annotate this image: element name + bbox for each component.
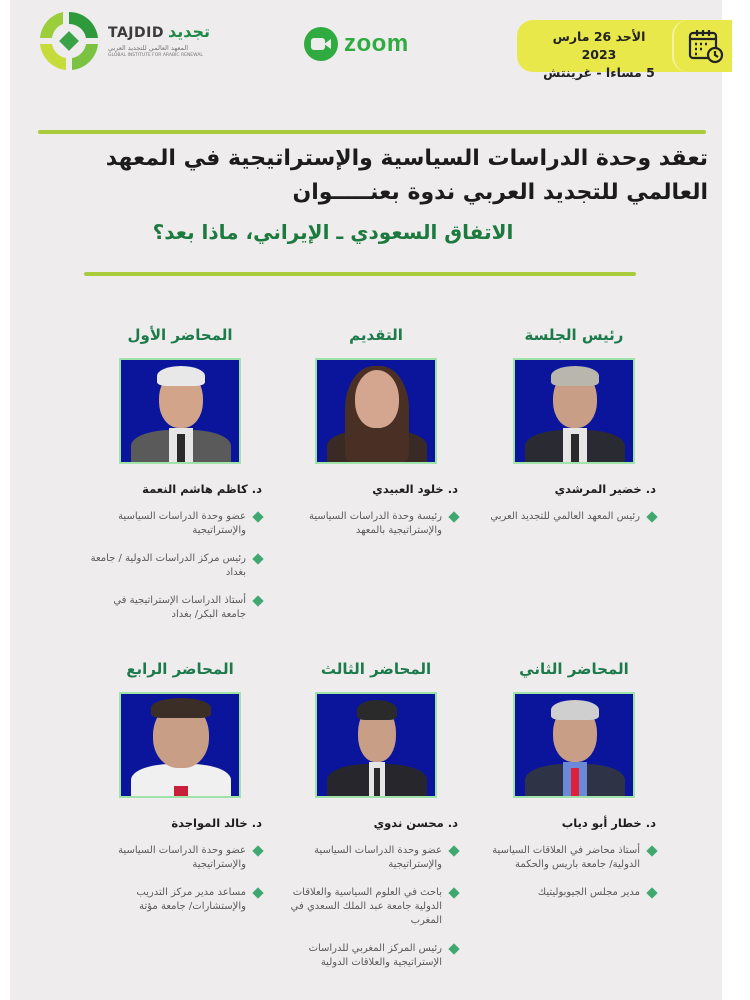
speaker-card-lecturer-2 [484, 660, 664, 914]
event-date-badge [517, 20, 725, 80]
bio-item: عضو وحدة الدراسات السياسية والإستراتيجية [90, 844, 262, 872]
speaker-role: المحاضر الرابع [126, 660, 234, 678]
diamond-bullet-icon [252, 511, 263, 522]
diamond-bullet-icon [252, 845, 263, 856]
event-topic: الاتفاق السعودي ـ الإيراني، ماذا بعد؟ [152, 220, 514, 244]
speaker-bio [484, 510, 664, 524]
event-date-text [535, 28, 663, 82]
diamond-bullet-icon [646, 845, 657, 856]
diamond-bullet-icon [252, 595, 263, 606]
bio-item: عضو وحدة الدراسات السياسية والإستراتيجية [90, 510, 262, 538]
speaker-name: د. محسن ندوي [373, 816, 458, 830]
bio-item: مدير مجلس الجيوبوليتيك [484, 886, 656, 900]
speaker-bio [90, 844, 270, 914]
bio-item: عضو وحدة الدراسات السياسية والإستراتيجية [286, 844, 458, 872]
zoom-camera-icon [304, 27, 338, 61]
bio-item: مساعد مدير مركز التدريب والإستشارات/ جامعة مؤتة [90, 886, 262, 914]
divider-top [38, 130, 706, 134]
speaker-photo [315, 358, 437, 464]
diamond-bullet-icon [448, 943, 459, 954]
speaker-bio [90, 510, 270, 622]
speaker-role: المحاضر الأول [127, 326, 233, 344]
speaker-photo [513, 358, 635, 464]
zoom-logo [304, 26, 409, 62]
diamond-bullet-icon [448, 845, 459, 856]
speaker-card-presenter [286, 326, 466, 552]
speaker-card-lecturer-4 [90, 660, 270, 928]
bio-item: رئيس المركز المغربي للدراسات الإستراتيجية والعلاقات الدولية [286, 942, 458, 970]
diamond-bullet-icon [448, 511, 459, 522]
speaker-name: د. خضير المرشدي [554, 482, 656, 496]
bio-item: أستاذ الدراسات الإستراتيجية في جامعة البكر/ بغداد [90, 594, 262, 622]
speaker-bio [286, 844, 466, 970]
bio-item: باحث في العلوم السياسية والعلاقات الدولية جامعة عبد الملك السعدي في المغرب [286, 886, 458, 928]
speaker-bio [286, 510, 466, 538]
speaker-card-chair [484, 326, 664, 538]
tajdid-logo [36, 8, 236, 78]
speaker-role: رئيس الجلسة [524, 326, 624, 344]
bio-item: أستاذ محاضر في العلاقات السياسية الدولية/ جامعة باريس والحكمة [484, 844, 656, 872]
zoom-label: zoom [344, 30, 409, 57]
event-date-line: الأحد 26 مارس 2023 [552, 29, 646, 62]
speaker-name: د. خطار أبو دياب [561, 816, 656, 830]
divider-bottom [84, 272, 636, 276]
calendar-clock-icon [688, 28, 724, 64]
diamond-bullet-icon [646, 887, 657, 898]
speaker-photo [513, 692, 635, 798]
logo-title: TAJDID تجديد [108, 22, 210, 41]
diamond-bullet-icon [252, 553, 263, 564]
speaker-role: المحاضر الثالث [320, 660, 432, 678]
diamond-bullet-icon [448, 887, 459, 898]
speaker-bio [484, 844, 664, 900]
speaker-name: د. خالد المواجدة [171, 816, 262, 830]
speaker-card-lecturer-3 [286, 660, 466, 984]
logo-subtitle-en: GLOBAL INSTITUTE FOR ARABIC RENEWAL [108, 53, 203, 58]
event-poster [10, 0, 722, 1000]
tajdid-logo-icon [36, 8, 102, 74]
event-headline: تعقد وحدة الدراسات السياسية والإستراتيجية في المعهد العالمي للتجديد العربي ندوة بعنـــــوان [105, 146, 708, 205]
diamond-bullet-icon [252, 887, 263, 898]
speaker-name: د. كاظم هاشم النعمة [142, 482, 262, 496]
diamond-bullet-icon [646, 511, 657, 522]
bio-item: رئيس المعهد العالمي للتجديد العربي [484, 510, 656, 524]
speaker-role: المحاضر الثاني [519, 660, 629, 678]
bio-item: رئيس مركز الدراسات الدولية / جامعة بغداد [90, 552, 262, 580]
speaker-card-lecturer-1 [90, 326, 270, 636]
bio-item: رئيسة وحدة الدراسات السياسية والإستراتيجية بالمعهد [286, 510, 458, 538]
speaker-photo [119, 692, 241, 798]
speaker-name: د. خلود العبيدي [372, 482, 458, 496]
event-time-line: 5 مساءا - غرينتش [543, 65, 655, 80]
speaker-photo [315, 692, 437, 798]
logo-subtitle-ar: المعهد العالمي للتجديد العربي [108, 44, 189, 52]
speaker-role: التقديم [349, 326, 403, 344]
speaker-photo [119, 358, 241, 464]
